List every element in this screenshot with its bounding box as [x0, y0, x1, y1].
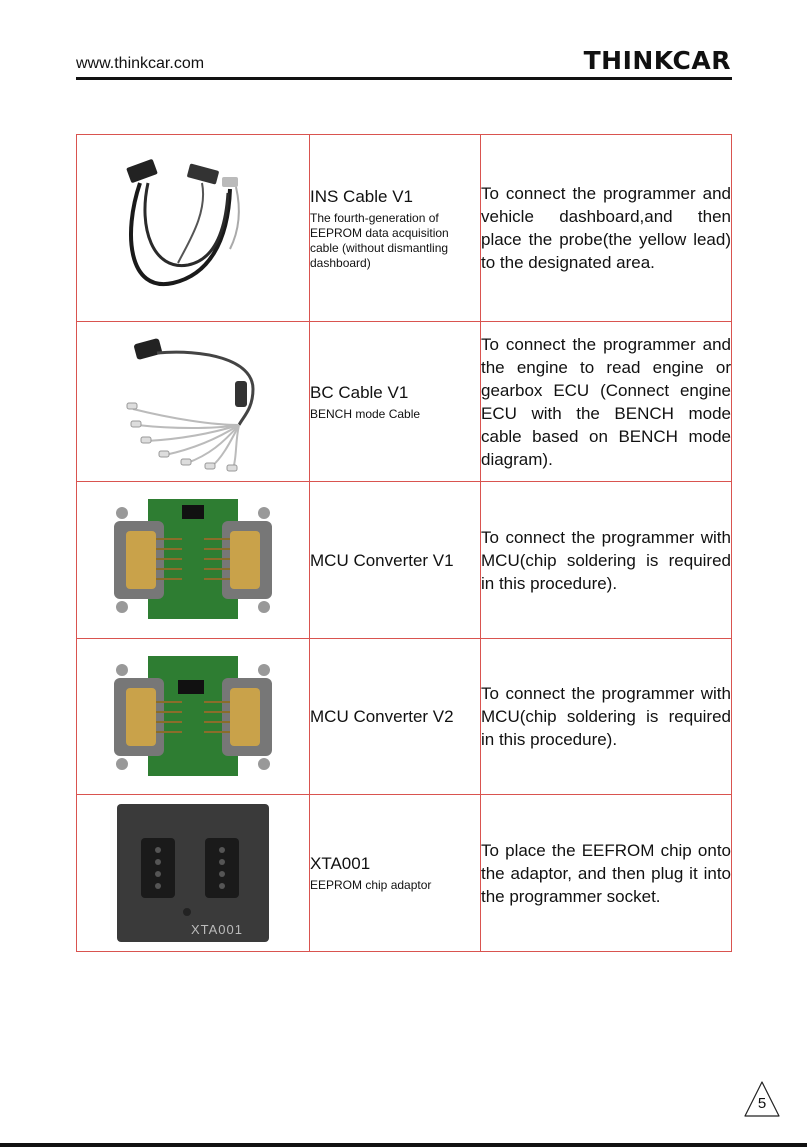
product-name-cell — [310, 135, 481, 322]
product-name: BC Cable V1 — [310, 382, 409, 402]
product-name-cell — [310, 322, 481, 482]
bc-cable-image — [113, 329, 273, 474]
product-name-cell — [310, 795, 481, 952]
product-image-cell — [77, 135, 310, 322]
product-description: To connect the programmer with MCU(chip soldering is required in this procedure). — [481, 527, 731, 593]
table-row — [77, 639, 732, 795]
table-row — [77, 322, 732, 482]
ins-cable-image — [118, 153, 268, 303]
product-subtitle: BENCH mode Cable — [310, 406, 421, 421]
product-name-cell — [310, 482, 481, 639]
page-number: 5 — [757, 1095, 767, 1112]
product-image-cell — [77, 639, 310, 795]
product-image-cell — [77, 795, 310, 952]
xta001-adaptor-image — [113, 800, 273, 946]
product-description-cell — [481, 639, 732, 795]
header-url[interactable]: www.thinkcar.com — [76, 55, 205, 72]
device-label: XTA001 — [190, 922, 244, 937]
product-name-cell — [310, 639, 481, 795]
product-description-cell — [481, 135, 732, 322]
product-image-cell — [77, 482, 310, 639]
table-row — [77, 482, 732, 639]
product-subtitle: EEPROM chip adaptor — [310, 878, 432, 892]
page-number-badge — [742, 1079, 782, 1119]
product-name: MCU Converter V1 — [310, 550, 454, 570]
product-description: To connect the programmer and the engine to read engine or gearbox ECU (Connect engine ECU with the BENCH mode cable based on BENCH mode diagram). — [481, 334, 731, 469]
table-row — [77, 795, 732, 952]
product-description-cell — [481, 322, 732, 482]
product-description-cell — [481, 482, 732, 639]
accessories-table — [76, 134, 732, 952]
mcu-converter-v1-image — [108, 495, 278, 625]
product-description: To connect the programmer and vehicle dashboard,and then place the probe(the yellow lead) to the designated area. — [481, 184, 731, 272]
product-description: To connect the programmer with MCU(chip soldering is required in this procedure). — [481, 684, 731, 749]
product-name: MCU Converter V2 — [310, 707, 454, 726]
product-subtitle: The fourth-generation of EEPROM data acquisition cable (without dismantling dashboard) — [310, 210, 449, 270]
product-description-cell — [481, 795, 732, 952]
brand-logo: THINKCAR — [583, 46, 731, 75]
product-description: To place the EEFROM chip onto the adaptor, and then plug it into the programmer socket. — [481, 840, 731, 906]
header-divider — [76, 77, 732, 80]
footer-divider — [0, 1143, 807, 1147]
table-row — [77, 135, 732, 322]
product-image-cell — [77, 322, 310, 482]
product-name: INS Cable V1 — [310, 186, 413, 206]
mcu-converter-v2-image — [108, 652, 278, 782]
product-name: XTA001 — [310, 854, 371, 873]
